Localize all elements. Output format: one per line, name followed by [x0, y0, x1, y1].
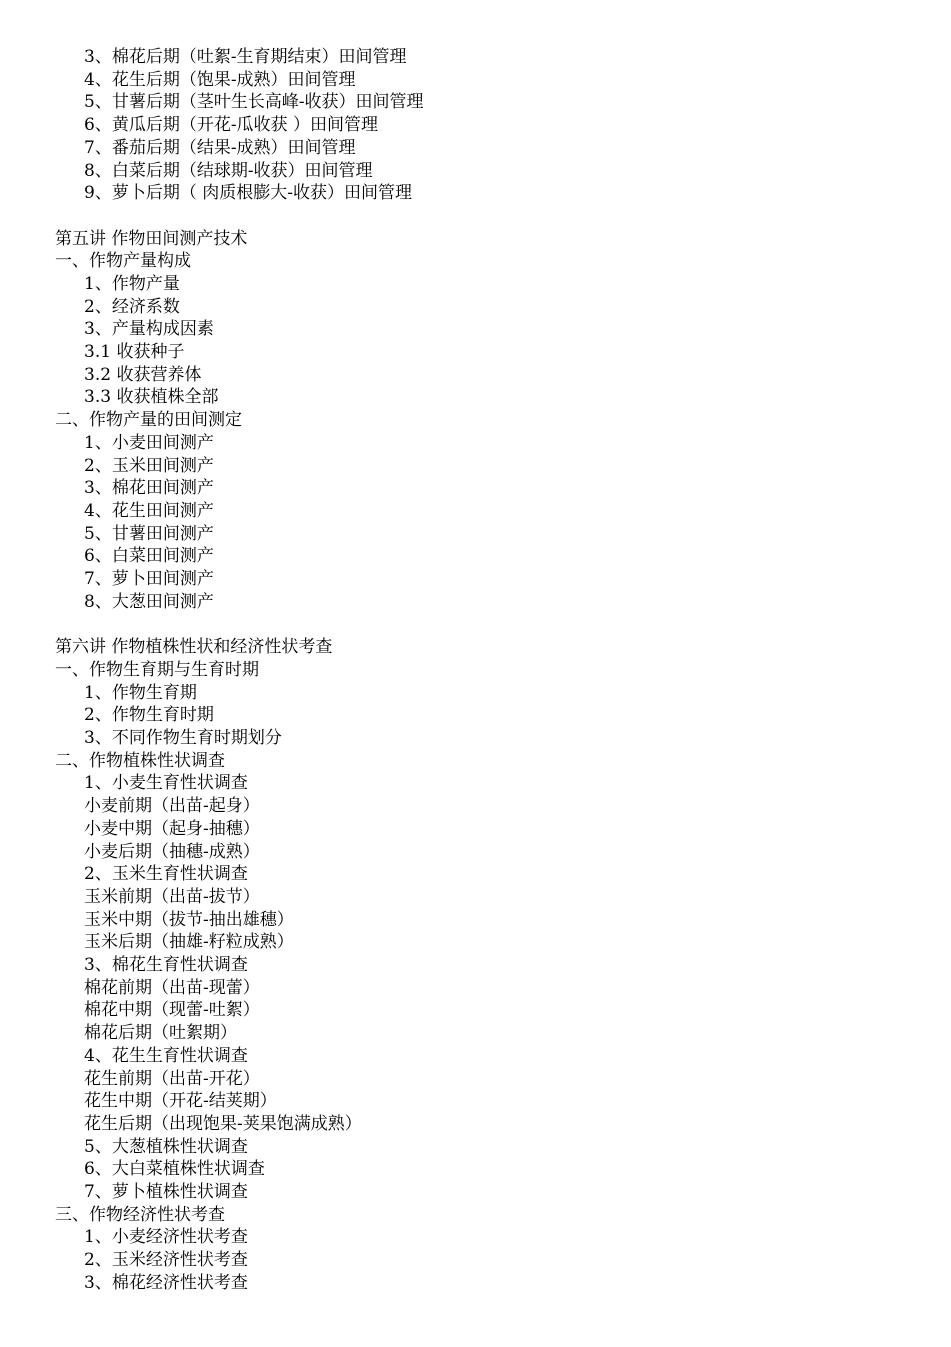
- outline-item: 3、棉花田间测产: [84, 478, 214, 498]
- outline-item: 6、白菜田间测产: [84, 546, 214, 566]
- outline-item: 4、花生田间测产: [84, 501, 214, 521]
- outline-item: 3、棉花生育性状调查: [84, 955, 248, 975]
- outline-item: 1、小麦田间测产: [84, 433, 214, 453]
- outline-item: 7、番茄后期（结果-成熟）田间管理: [84, 138, 356, 158]
- section-heading: 三、作物经济性状考查: [55, 1205, 225, 1225]
- outline-item: 小麦中期（起身-抽穗）: [84, 819, 260, 839]
- outline-item: 1、作物生育期: [84, 683, 197, 703]
- outline-item: 1、小麦生育性状调查: [84, 773, 248, 793]
- section-heading: 一、作物生育期与生育时期: [55, 660, 259, 680]
- outline-item: 4、花生生育性状调查: [84, 1046, 248, 1066]
- outline-item: 3.1 收获种子: [84, 342, 185, 362]
- outline-item: 8、白菜后期（结球期-收获）田间管理: [84, 161, 373, 181]
- outline-item: 玉米中期（拔节-抽出雄穗）: [84, 910, 294, 930]
- outline-item: 8、大葱田间测产: [84, 592, 214, 612]
- outline-item: 4、花生后期（饱果-成熟）田间管理: [84, 70, 356, 90]
- outline-item: 棉花中期（现蕾-吐絮）: [84, 1000, 260, 1020]
- section-heading: 第六讲 作物植株性状和经济性状考查: [55, 637, 333, 657]
- outline-item: 花生后期（出现饱果-荚果饱满成熟）: [84, 1114, 362, 1134]
- outline-item: 花生前期（出苗-开花）: [84, 1069, 260, 1089]
- outline-item: 玉米前期（出苗-拔节）: [84, 887, 260, 907]
- outline-item: 6、大白菜植株性状调查: [84, 1159, 265, 1179]
- outline-item: 6、黄瓜后期（开花-瓜收获 ）田间管理: [84, 115, 378, 135]
- outline-item: 2、玉米经济性状考查: [84, 1250, 248, 1270]
- outline-item: 棉花前期（出苗-现蕾）: [84, 978, 260, 998]
- outline-item: 棉花后期（吐絮期）: [84, 1023, 237, 1043]
- outline-item: 7、萝卜植株性状调查: [84, 1182, 248, 1202]
- outline-item: 9、萝卜后期（ 肉质根膨大-收获）田间管理: [84, 183, 412, 203]
- outline-item: 3、不同作物生育时期划分: [84, 728, 282, 748]
- outline-item: 2、经济系数: [84, 297, 180, 317]
- section-heading: 二、作物产量的田间测定: [55, 410, 242, 430]
- outline-item: 小麦后期（抽穗-成熟）: [84, 842, 260, 862]
- outline-item: 3.3 收获植株全部: [84, 387, 219, 407]
- outline-item: 5、大葱植株性状调查: [84, 1137, 248, 1157]
- outline-item: 2、玉米生育性状调查: [84, 864, 248, 884]
- outline-item: 3.2 收获营养体: [84, 365, 202, 385]
- section-heading: 一、作物产量构成: [55, 251, 191, 271]
- outline-item: 2、玉米田间测产: [84, 456, 214, 476]
- outline-item: 3、棉花后期（吐絮-生育期结束）田间管理: [84, 47, 407, 67]
- outline-item: 玉米后期（抽雄-籽粒成熟）: [84, 932, 294, 952]
- outline-item: 1、小麦经济性状考查: [84, 1227, 248, 1247]
- outline-item: 3、棉花经济性状考查: [84, 1273, 248, 1293]
- outline-item: 花生中期（开花-结荚期）: [84, 1091, 277, 1111]
- outline-item: 1、作物产量: [84, 274, 180, 294]
- outline-item: 3、产量构成因素: [84, 319, 214, 339]
- outline-item: 5、甘薯后期（茎叶生长高峰-收获）田间管理: [84, 92, 424, 112]
- outline-item: 小麦前期（出苗-起身）: [84, 796, 260, 816]
- section-heading: 第五讲 作物田间测产技术: [55, 229, 248, 249]
- section-heading: 二、作物植株性状调查: [55, 751, 225, 771]
- outline-item: 5、甘薯田间测产: [84, 524, 214, 544]
- outline-item: 2、作物生育时期: [84, 705, 214, 725]
- outline-item: 7、萝卜田间测产: [84, 569, 214, 589]
